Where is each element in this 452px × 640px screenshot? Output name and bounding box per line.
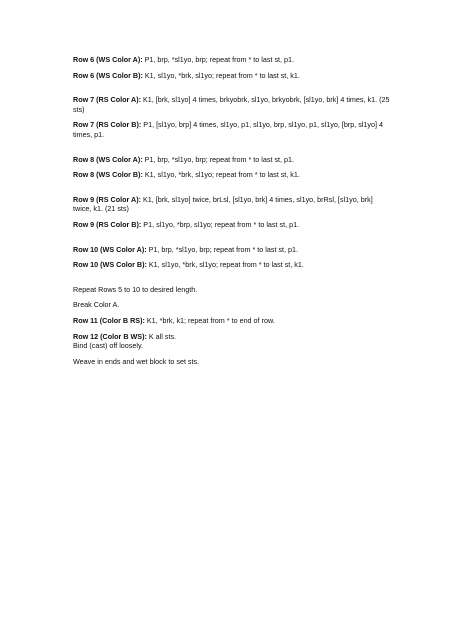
row-instructions: P1, brp, *sl1yo, brp; repeat from * to last st, p1. xyxy=(142,55,295,64)
row-8-ws-color-a xyxy=(73,155,393,165)
pattern-document xyxy=(73,55,393,372)
row-instructions: P1, sl1yo, *brp, sl1yo; repeat from * to last st, p1. xyxy=(141,219,300,229)
spacer xyxy=(73,236,393,245)
row-instructions: P1, brp, *sl1yo, brp; repeat from * to last st, p1. xyxy=(142,154,295,164)
repeat-instruction: Repeat Rows 5 to 10 to desired length. xyxy=(73,284,198,294)
bind-off-instruction: Bind (cast) off loosely. xyxy=(73,341,144,351)
row-6-ws-color-b xyxy=(73,71,393,81)
row-label: Row 9 (RS Color B): xyxy=(73,219,142,229)
row-label: Row 7 (RS Color B): xyxy=(73,120,142,130)
row-instructions: K1, [brk, sl1yo] twice, brLsl, [sl1yo, brk] 4 times, sl1yo, brRsl, [sl1yo, brk] twice, k1. (21 sts) xyxy=(73,194,373,214)
row-label: Row 9 (RS Color A): xyxy=(73,194,142,204)
row-label: Row 12 (Color B WS): xyxy=(73,331,147,341)
row-9-rs-color-b xyxy=(73,220,393,230)
spacer xyxy=(73,186,393,195)
row-7-rs-color-a xyxy=(73,95,393,114)
row-8-ws-color-b xyxy=(73,170,393,180)
row-9-rs-color-a xyxy=(73,195,393,214)
row-10-ws-color-a xyxy=(73,245,393,255)
row-instructions: P1, brp, *sl1yo, brp; repeat from * to last st, p1. xyxy=(146,244,299,254)
row-label: Row 11 (Color B RS): xyxy=(73,315,145,325)
row-label: Row 6 (WS Color B): xyxy=(73,70,143,80)
row-instructions: K1, [brk, sl1yo] 4 times, brkyobrk, sl1yo, brkyobrk, [sl1yo, brk] 4 times, k1. (25 sts) xyxy=(73,95,390,114)
row-7-rs-color-b xyxy=(73,120,393,139)
row-label: Row 6 (WS Color A): xyxy=(73,55,143,64)
row-10-ws-color-b xyxy=(73,260,393,270)
row-6-ws-color-a xyxy=(73,55,393,65)
row-12-color-b-ws xyxy=(73,332,393,342)
row-instructions: K1, sl1yo, *brk, sl1yo; repeat from * to last st, k1. xyxy=(146,260,304,270)
row-instructions: K1, sl1yo, *brk, sl1yo; repeat from * to last st, k1. xyxy=(142,170,300,180)
spacer xyxy=(73,86,393,95)
row-label: Row 7 (RS Color A): xyxy=(73,95,142,105)
row-11-color-b-rs xyxy=(73,316,393,326)
row-label: Row 10 (WS Color B): xyxy=(73,260,147,270)
row-instructions: K1, *brk, k1; repeat from * to end of row. xyxy=(144,315,275,325)
row-label: Row 8 (WS Color A): xyxy=(73,154,143,164)
row-instructions: K1, sl1yo, *brk, sl1yo; repeat from * to last st, k1. xyxy=(142,70,300,80)
row-instructions: P1, [sl1yo, brp] 4 times, sl1yo, p1, sl1yo, brp, sl1yo, p1, sl1yo, [brp, sl1yo] 4 times, p1. xyxy=(73,120,383,139)
row-instructions: K all sts. xyxy=(146,331,177,341)
finishing-instruction: Weave in ends and wet block to set sts. xyxy=(73,356,200,366)
break-instruction: Break Color A. xyxy=(73,300,120,310)
spacer xyxy=(73,146,393,155)
row-label: Row 10 (WS Color A): xyxy=(73,244,147,254)
spacer xyxy=(73,276,393,285)
row-label: Row 8 (WS Color B): xyxy=(73,170,143,180)
